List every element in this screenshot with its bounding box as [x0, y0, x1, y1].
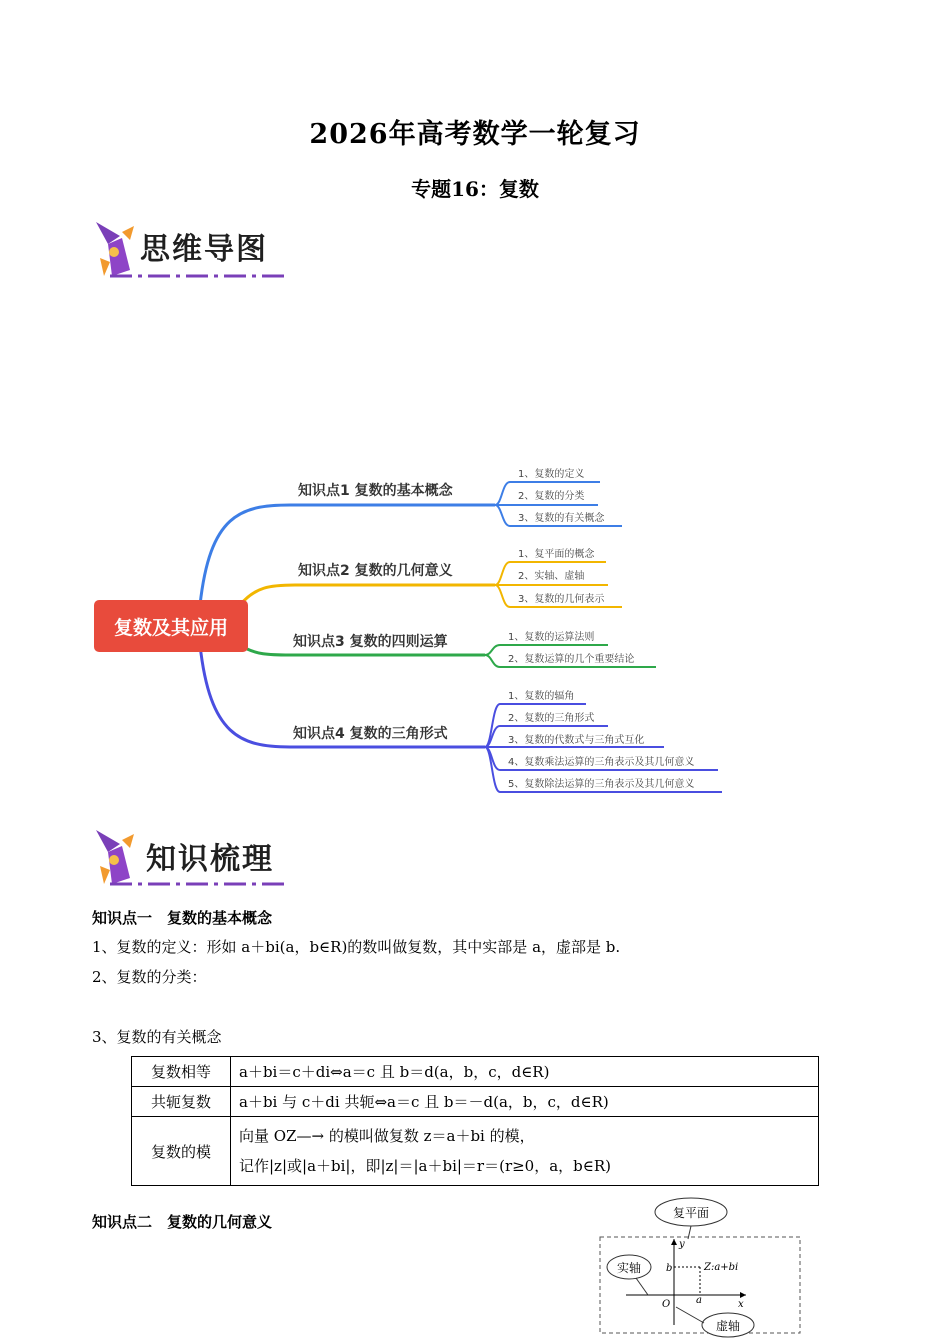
branch2-item1: 1、复平面的概念 [518, 549, 595, 560]
complex-plane-label: 复平面 [672, 1206, 710, 1220]
branch4-item1: 1、复数的辐角 [508, 691, 575, 702]
branch1-line [200, 505, 495, 605]
section1-heading: 知识点一 复数的基本概念 [92, 909, 273, 927]
table-cell-key: 共轭复数 [132, 1087, 231, 1117]
table-cell-value: a＋bi 与 c＋di 共轭⇔a＝c 且 b＝－d(a，b，c，d∈R) [231, 1087, 819, 1117]
x-axis-label: x [738, 1299, 744, 1310]
point-z-label: Z:a+bi [704, 1262, 739, 1273]
branch4-item3: 3、复数的代数式与三角式互化 [508, 735, 645, 746]
table-cell-value: a＋bi＝c＋di⇔a＝c 且 b＝d(a，b，c，d∈R) [231, 1057, 819, 1087]
section2-heading: 知识点二 复数的几何意义 [92, 1213, 273, 1231]
real-axis-label: 实轴 [616, 1261, 642, 1275]
branch1-item3: 3、复数的有关概念 [518, 513, 605, 524]
table-cell-key: 复数的模 [132, 1117, 231, 1186]
branch1-label: 知识点1 复数的基本概念 [298, 483, 453, 499]
a-label: a [696, 1295, 702, 1306]
b-label: b [666, 1263, 673, 1274]
branch2-label: 知识点2 复数的几何意义 [298, 563, 453, 579]
page-title: 2026年高考数学一轮复习 [309, 119, 641, 150]
branch3-item2: 2、复数运算的几个重要结论 [508, 654, 635, 665]
section1-classification: 2、复数的分类： [92, 968, 207, 986]
mindmap-banner [90, 218, 290, 284]
section1-definition: 1、复数的定义：形如 a＋bi(a，b∈R)的数叫做复数，其中实部是 a，虚部是 b. [92, 938, 621, 956]
branch4-item2: 2、复数的三角形式 [508, 713, 595, 724]
branch2-line [240, 585, 495, 605]
section1-related-concepts: 3、复数的有关概念 [92, 1028, 222, 1046]
knowledge-banner [90, 826, 290, 892]
branch3-label: 知识点3 复数的四则运算 [293, 634, 448, 650]
table-row [132, 1057, 819, 1087]
mindmap-root-label: 复数及其应用 [113, 617, 229, 639]
origin-label: O [662, 1299, 671, 1310]
branch4-item5: 5、复数除法运算的三角表示及其几何意义 [508, 779, 695, 790]
branch2-item3: 3、复数的几何表示 [518, 594, 605, 605]
table-cell-value [231, 1117, 819, 1186]
branch4-item4: 4、复数乘法运算的三角表示及其几何意义 [508, 757, 695, 768]
page-subtitle: 专题16：复数 [411, 177, 539, 201]
branch4-label: 知识点4 复数的三角形式 [293, 726, 448, 742]
modulus-line2: 记作|z|或|a＋bi|，即|z|＝|a＋bi|＝r＝(r≥0，a，b∈R) [239, 1157, 612, 1175]
knowledge-banner-title: 知识梳理 [146, 842, 274, 877]
imaginary-axis-label: 虚轴 [715, 1319, 741, 1333]
table-row [132, 1087, 819, 1117]
y-axis-label: y [679, 1239, 685, 1250]
branch2-item2: 2、实轴、虚轴 [518, 571, 585, 582]
branch1-item1: 1、复数的定义 [518, 469, 585, 480]
mind-map [90, 455, 730, 800]
modulus-line1: 向量 OZ—→ 的模叫做复数 z＝a＋bi 的模， [239, 1127, 535, 1145]
branch1-item2: 2、复数的分类 [518, 491, 585, 502]
concepts-table [131, 1056, 819, 1186]
complex-plane-diagram [596, 1195, 806, 1343]
branch3-item1: 1、复数的运算法则 [508, 632, 595, 643]
mindmap-banner-title: 思维导图 [140, 232, 268, 267]
table-cell-key: 复数相等 [132, 1057, 231, 1087]
table-row [132, 1117, 819, 1186]
